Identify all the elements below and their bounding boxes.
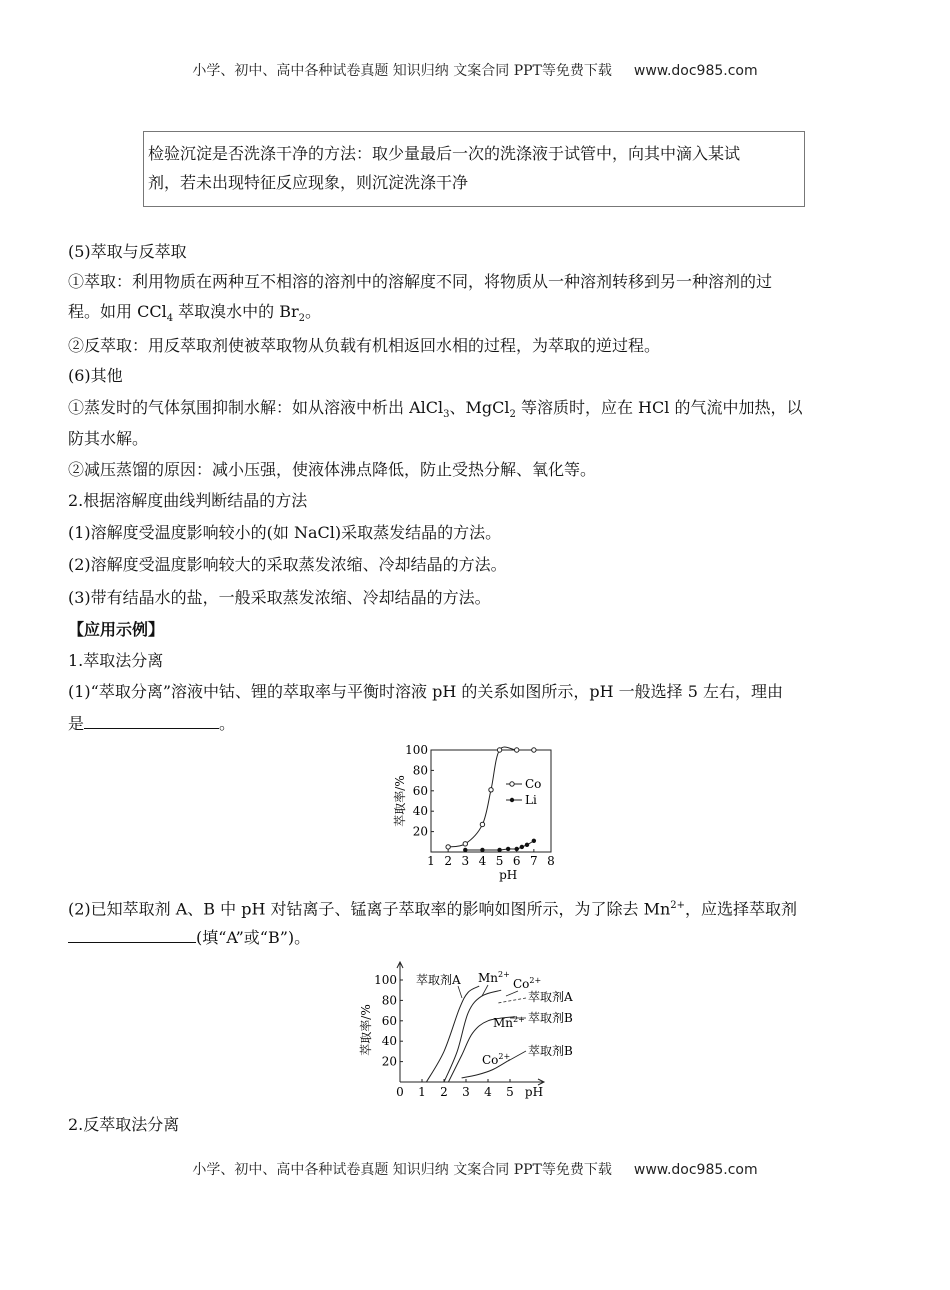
chart2-annotation: $Co^{2+}$: [513, 976, 542, 991]
chart-extractant-a-b: [358, 956, 608, 1106]
question-1-line-1: (1)“萃取分离”溶液中钴、锂的萃取率与平衡时溶液 pH 的关系如图所示，pH 一般选择 5 左右，理由: [68, 682, 784, 701]
extraction-def-line-2: 程。如用 CCl$_4$ 萃取溴水中的 $Br_2$。: [68, 302, 322, 325]
tip-line-1: 检验沉淀是否洗涤干净的方法：取少量最后一次的洗涤液于试管中，向其中滴入某试: [148, 144, 741, 163]
answer-blank-2[interactable]: [68, 928, 196, 943]
header-url[interactable]: www.doc985.com: [633, 63, 758, 79]
chart1-xtick-label: 8: [547, 854, 555, 868]
chart1-ytick-label: 40: [412, 804, 428, 819]
chart1-xtick-label: 5: [495, 854, 504, 868]
chart2-leader: [508, 1051, 526, 1061]
example-1-title: 1.萃取法分离: [68, 651, 164, 670]
chart2-annotation: 萃取剂A: [416, 973, 461, 987]
chart2-leader: [498, 998, 526, 1003]
footer-url[interactable]: www.doc985.com: [633, 1162, 758, 1178]
chart2-ytick-label: 60: [381, 1013, 397, 1028]
chart2-xtick-label: 0: [396, 1085, 404, 1099]
chart1-ytick-label: 20: [412, 824, 428, 839]
chart2-xtick-label: 2: [440, 1085, 448, 1099]
answer-blank-1[interactable]: [84, 714, 219, 729]
example-heading: 【应用示例】: [68, 620, 165, 639]
chart1-xtick-label: 3: [461, 854, 470, 868]
chart1-li-point: [532, 839, 536, 843]
chart1-co-point: [463, 842, 467, 846]
chart2-xlabel: pH: [524, 1085, 544, 1099]
chart2-leader: [458, 986, 462, 998]
chart1-plot: [392, 743, 555, 882]
chart1-ylabel: 萃取率/%: [393, 775, 407, 827]
chart1-legend-co: Co: [525, 777, 542, 791]
chart2-annotation: 萃取剂B: [528, 1011, 573, 1025]
crystallization-item-2: (2)溶解度受温度影响较大的采取蒸发浓缩、冷却结晶的方法。: [68, 555, 507, 574]
chart1-xtick-label: 1: [427, 854, 435, 868]
header-text: 小学、初中、高中各种试卷真题 知识归纳 文案合同 PPT等免费下载: [192, 63, 612, 79]
chart1-ytick-label: 80: [412, 763, 428, 778]
chart1-ytick-label: 100: [405, 743, 428, 757]
chart2-ytick-label: 100: [374, 973, 397, 987]
chart1-series-co-line: [448, 747, 534, 847]
chart2-plot: [358, 962, 573, 1099]
chart-extraction-rate-co-li: [388, 738, 568, 886]
chart1-co-point: [497, 748, 501, 752]
chart2-annotation: $Co^{2+}$: [482, 1052, 511, 1067]
evaporation-line-2: 防其水解。: [68, 429, 149, 448]
chart1-co-point: [532, 748, 536, 752]
chart1-xlabel: pH: [499, 868, 518, 882]
chart1-li-point: [515, 847, 519, 851]
chart1-legend-li: Li: [525, 793, 537, 807]
chart1-xtick-label: 2: [444, 854, 452, 868]
chart1-ytick-label: 60: [412, 783, 428, 798]
chart1-legend-li-marker: [510, 798, 514, 802]
crystallization-item-1: (1)溶解度受温度影响较小的(如 NaCl)采取蒸发结晶的方法。: [68, 523, 502, 542]
example-2-title: 2.反萃取法分离: [68, 1115, 180, 1134]
chart1-li-point: [463, 848, 467, 852]
chart1-xtick-label: 7: [530, 854, 538, 868]
question-1-line-2: 是 。: [68, 714, 236, 733]
evaporation-line-1: ①蒸发时的气体氛围抑制水解：如从溶液中析出 AlCl$_3$、MgCl$_2$ 等溶质时，应在 HCl 的气流中加热，以: [68, 398, 803, 421]
chart1-li-point: [506, 847, 510, 851]
extraction-def-line-1: ①萃取：利用物质在两种互不相溶的溶剂中的溶解度不同，将物质从一种溶剂转移到另一种溶剂的过: [68, 272, 773, 291]
chart2-annotation: $Mn^{2+}$: [493, 1015, 525, 1030]
tip-line-2: 剂，若未出现特征反应现象，则沉淀洗涤干净: [148, 173, 469, 192]
chart2-ytick-label: 20: [381, 1054, 397, 1069]
chart2-xtick-label: 4: [484, 1085, 492, 1099]
crystallization-item-3: (3)带有结晶水的盐，一般采取蒸发浓缩、冷却结晶的方法。: [68, 588, 491, 607]
chart2-annotation: 萃取剂B: [528, 1044, 573, 1058]
chart1-co-point: [515, 748, 519, 752]
section-6-title: (6)其他: [68, 366, 123, 385]
chart2-ytick-label: 80: [381, 993, 397, 1008]
chart2-xtick-label: 1: [418, 1085, 426, 1099]
chart1-co-point: [480, 822, 484, 826]
chart2-series-2: [444, 990, 501, 1082]
chart1-li-point: [525, 843, 529, 847]
chart1-xtick-label: 4: [478, 854, 487, 868]
chart2-xtick-label: 3: [462, 1085, 470, 1099]
chart2-ylabel: 萃取率/%: [359, 1004, 373, 1056]
page-header: [0, 60, 950, 80]
question-2-line-1: (2)已知萃取剂 A、B 中 pH 对钴离子、锰离子萃取率的影响如图所示，为了除去 $Mn^{2+}$，应选择萃取剂: [68, 899, 798, 919]
chart1-legend-co-marker: [510, 782, 514, 786]
section-2-title: 2.根据溶解度曲线判断结晶的方法: [68, 491, 308, 510]
question-2-line-2: (填“A”或“B”)。: [68, 924, 883, 952]
footer-text: 小学、初中、高中各种试卷真题 知识归纳 文案合同 PPT等免费下载: [192, 1162, 612, 1178]
chart1-li-point: [520, 845, 524, 849]
chart2-leader: [506, 991, 518, 996]
chart2-annotation: $Mn^{2+}$: [478, 970, 510, 985]
chart2-annotation: 萃取剂A: [528, 990, 573, 1004]
chart1-co-point: [446, 845, 450, 849]
section-5-title: (5)萃取与反萃取: [68, 242, 187, 261]
chart1-co-point: [489, 788, 493, 792]
chart1-xtick-label: 6: [512, 854, 521, 868]
chart2-ytick-label: 40: [381, 1034, 397, 1049]
back-extraction-def: ②反萃取：用反萃取剂使被萃取物从负载有机相返回水相的过程，为萃取的逆过程。: [68, 336, 661, 355]
chart1-li-point: [497, 848, 501, 852]
chart1-li-point: [480, 848, 484, 852]
page-footer: [0, 1159, 950, 1179]
chart2-xtick-label: 5: [506, 1085, 514, 1099]
vacuum-distillation: ②减压蒸馏的原因：减小压强，使液体沸点降低，防止受热分解、氧化等。: [68, 460, 597, 479]
tip-box: [143, 131, 805, 207]
